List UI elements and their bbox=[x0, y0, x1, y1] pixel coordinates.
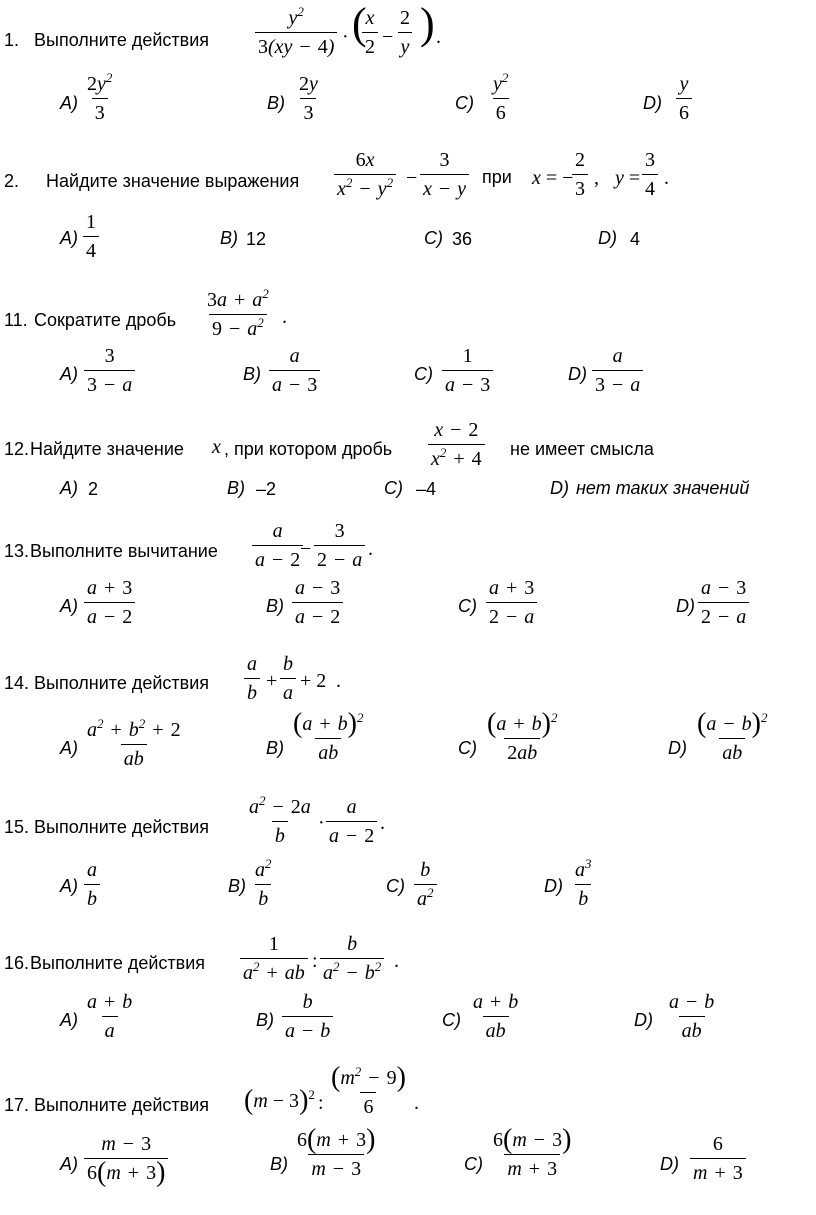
option-a-value: $\frac{a^2 + b^2 + 2}{ab}$ bbox=[87, 716, 181, 770]
option-c-label: C) bbox=[464, 1154, 483, 1174]
option-c-value: –4 bbox=[416, 479, 437, 499]
question-number: 14. bbox=[4, 673, 30, 693]
option-c-label: C) bbox=[458, 738, 477, 758]
option-b-value: $\frac{(a + b)^2}{ab}$ bbox=[293, 708, 364, 764]
expression-fraction: $\frac{6x}{x^2 - y^2}$ bbox=[334, 148, 396, 201]
option-a-label: A) bbox=[60, 1010, 78, 1030]
option-c-label: C) bbox=[386, 876, 405, 896]
option-c-label: C) bbox=[455, 93, 474, 113]
option-a-label: A) bbox=[60, 478, 78, 498]
option-a-value: $\frac{a + b}{a}$ bbox=[87, 991, 133, 1042]
option-b-label: B) bbox=[270, 1154, 288, 1174]
option-d-label: D) bbox=[598, 228, 617, 248]
option-c-label: C) bbox=[458, 596, 477, 616]
expression-fraction: $\frac{1}{a^2 + ab}$ bbox=[240, 932, 308, 985]
option-d-label: D) bbox=[550, 478, 569, 498]
option-c-value: 36 bbox=[452, 229, 473, 249]
option-b-value: 12 bbox=[246, 229, 267, 249]
expression-fraction: $\frac{a}{b}$ bbox=[244, 652, 260, 705]
option-d-label: D) bbox=[660, 1154, 679, 1174]
option-a-label: A) bbox=[60, 738, 78, 758]
option-a-label: A) bbox=[60, 228, 78, 248]
option-b-value: $\frac{a - 3}{a - 2}$ bbox=[292, 576, 343, 629]
option-d-value: $\frac{y}{6}$ bbox=[676, 72, 692, 125]
question-prompt-end: не имеет смысла bbox=[510, 439, 654, 459]
option-a-value: $\frac{a + 3}{a - 2}$ bbox=[84, 576, 135, 629]
question-number: 15. bbox=[4, 817, 30, 837]
option-c-value: $\frac{b}{a^2}$ bbox=[414, 858, 437, 911]
option-b-label: B) bbox=[256, 1010, 274, 1030]
question-prompt: Выполните действия bbox=[34, 30, 210, 50]
option-b-label: B) bbox=[266, 738, 284, 758]
option-d-value: $\frac{(a - b)^2}{ab}$ bbox=[697, 708, 768, 764]
option-a-label: A) bbox=[60, 93, 78, 113]
question-number: 17. bbox=[4, 1095, 30, 1115]
option-c-value: $\frac{y^2}{6}$ bbox=[493, 70, 509, 124]
option-b-value: $\frac{2y}{3}$ bbox=[299, 73, 318, 124]
expression-fraction: $\frac{x - 2}{x^2 + 4}$ bbox=[428, 418, 485, 471]
option-d-value: $\frac{a}{3 - a}$ bbox=[592, 344, 643, 397]
option-a-label: A) bbox=[60, 364, 78, 384]
option-a-value: 2 bbox=[88, 479, 99, 499]
option-a-value: $\frac{a}{b}$ bbox=[84, 858, 100, 911]
option-d-label: D) bbox=[544, 876, 563, 896]
option-c-value: $\frac{6(m - 3)}{m + 3}$ bbox=[493, 1124, 572, 1180]
option-b-label: B) bbox=[243, 364, 261, 384]
option-c-value: $\frac{a + b}{ab}$ bbox=[473, 991, 519, 1042]
question-number: 13. bbox=[4, 541, 30, 561]
option-d-label: D) bbox=[634, 1010, 653, 1030]
question-number: 12. bbox=[4, 439, 30, 459]
question-prompt: Найдите значение bbox=[30, 439, 184, 459]
option-c-label: C) bbox=[414, 364, 433, 384]
option-b-label: B) bbox=[267, 93, 285, 113]
option-d-value: $\frac{a - b}{ab}$ bbox=[669, 991, 715, 1042]
question-prompt: Выполните вычитание bbox=[30, 541, 218, 561]
question-prompt: Выполните действия bbox=[34, 673, 210, 693]
option-c-value: $\frac{1}{a - 3}$ bbox=[442, 344, 493, 397]
option-a-value: $\frac{1}{4}$ bbox=[83, 210, 99, 263]
option-b-value: $\frac{b}{a - b}$ bbox=[282, 990, 333, 1043]
option-b-value: $\frac{a^2}{b}$ bbox=[255, 856, 272, 910]
option-b-value: $\frac{a}{a - 3}$ bbox=[269, 344, 320, 397]
expression-fraction: $\frac{a^2 - 2a}{b}$ bbox=[249, 793, 311, 847]
option-c-value: $\frac{a + 3}{2 - a}$ bbox=[486, 576, 537, 629]
option-a-value: $\frac{m - 3}{6(m + 3)}$ bbox=[84, 1132, 168, 1185]
option-d-value: $\frac{a - 3}{2 - a}$ bbox=[698, 576, 749, 629]
option-b-label: B) bbox=[220, 228, 238, 248]
worksheet-page: 1. Выполните действия $\frac{y^2}{3(xy - 4)}$ · ( $\frac{x}{2}$ − $\frac{2}{y}$ ) . A) $\frac{2y^2}{3}$ B) $\frac{2y}{3}$ C) $\frac{y^2}{6}$ D) $\frac{y}{6}$ 2. Найдите значение выражения $\frac{6x}{x^2 - y^2}$ − $\frac{3}{x - y}$ при x = − $\frac{2}{3}$ , y = $\frac{3}{4}$ . A) $\frac{1}{4}$ B) 12 C) 36 D) 4 11. Сократите дробь $\frac{3a + a^2}{9 - a^2}$ . A) $\frac{3}{3 - a}$ B) $\frac{a}{a - 3}$ C) $\frac{1}{a - 3}$ D) $\frac{a}{3 - a}$ 12. Найдите значение x , при котором дробь $\frac{x - 2}{x^2 + 4}$ не имеет смысла A) 2 B) –2 C) –4 D) нет таких значений 13. Выполните вычитание $\frac{a}{a - 2}$ − $\frac{3}{2 - a}$ . A) $\frac{a + 3}{a - 2}$ B) $\frac{a - 3}{a - 2}$ C) $\frac{a + 3}{2 - a}$ D) $\frac{a - 3}{2 - a}$ 14. Выполните действия $\frac{a}{b}$ + $\frac{b}{a}$ + 2 . A) $\frac{a^2 + b^2 + 2}{ab}$ B) $\frac{(a + b)^2}{ab}$ C) $\frac{(a + b)^2}{2ab}$ D) $\frac{(a - b)^2}{ab}$ 15. Выполните действия $\frac{a^2 - 2a}{b}$ · $\frac{a}{a - 2}$ . A) $\frac{a}{b}$ B) $\frac{a^2}{b}$ C) $\frac{b}{a^2}$ D) $\frac{a^3}{b}$ 16. Выполните действия $\frac{1}{a^2 + ab}$ : $\frac{b}{a^2 - b^2}$ . A) $\frac{a + b}{a}$ B) $\frac{b}{a - b}$ C) $\frac{a + b}{ab}$ D) $\frac{a - b}{ab}$ 17. Выполните действия $(m - 3)^2$ : $\frac{(m^2 - 9)}{6}$ . A) $\frac{m - 3}{6(m + 3)}$ B) $\frac{6(m + 3)}{m - 3}$ C) $\frac{6(m - 3)}{m + 3}$ D) $\frac{6}{m + 3}$ bbox=[0, 0, 816, 1215]
option-d-label: D) bbox=[568, 364, 587, 384]
question-prompt: Выполните действия bbox=[34, 1095, 210, 1115]
question-number: 2. bbox=[4, 171, 20, 191]
option-b-label: B) bbox=[227, 478, 245, 498]
question-number: 16. bbox=[4, 953, 30, 973]
option-a-label: A) bbox=[60, 1154, 78, 1174]
option-a-value: $\frac{3}{3 - a}$ bbox=[84, 344, 135, 397]
option-d-label: D) bbox=[668, 738, 687, 758]
option-b-label: B) bbox=[228, 876, 246, 896]
question-prompt: Сократите дробь bbox=[34, 310, 177, 330]
option-a-label: A) bbox=[60, 876, 78, 896]
question-prompt: Выполните действия bbox=[34, 817, 210, 837]
option-b-label: B) bbox=[266, 596, 284, 616]
expression-fraction: $\frac{3a + a^2}{9 - a^2}$ bbox=[207, 286, 269, 340]
question-prompt: Выполните действия bbox=[30, 953, 206, 973]
option-d-value: 4 bbox=[630, 229, 641, 249]
expression-fraction: $\frac{(m^2 - 9)}{6}$ bbox=[331, 1062, 406, 1118]
option-d-label: D) bbox=[643, 93, 662, 113]
expression-fraction: $\frac{y^2}{3(xy - 4)}$ bbox=[255, 6, 337, 59]
option-b-value: $\frac{6(m + 3)}{m - 3}$ bbox=[297, 1124, 376, 1180]
option-c-label: C) bbox=[442, 1010, 461, 1030]
option-d-value: $\frac{a^3}{b}$ bbox=[575, 856, 592, 910]
condition-word: при bbox=[482, 167, 512, 187]
expression-base: $(m - 3)^2$ bbox=[244, 1085, 315, 1116]
question-prompt-mid: , при котором дробь bbox=[224, 439, 393, 459]
option-c-label: C) bbox=[424, 228, 443, 248]
question-prompt: Найдите значение выражения bbox=[46, 171, 300, 191]
option-c-value: $\frac{(a + b)^2}{2ab}$ bbox=[487, 708, 558, 764]
option-b-value: –2 bbox=[256, 479, 277, 499]
option-c-label: C) bbox=[384, 478, 403, 498]
option-a-label: A) bbox=[60, 596, 78, 616]
question-number: 11. bbox=[4, 310, 28, 330]
question-number: 1. bbox=[4, 30, 20, 50]
option-d-value: нет таких значений bbox=[576, 478, 750, 498]
option-a-value: $\frac{2y^2}{3}$ bbox=[87, 70, 113, 124]
expression-fraction: $\frac{a}{a - 2}$ bbox=[252, 519, 303, 572]
option-d-value: $\frac{6}{m + 3}$ bbox=[690, 1132, 746, 1185]
option-d-label: D) bbox=[676, 596, 695, 616]
